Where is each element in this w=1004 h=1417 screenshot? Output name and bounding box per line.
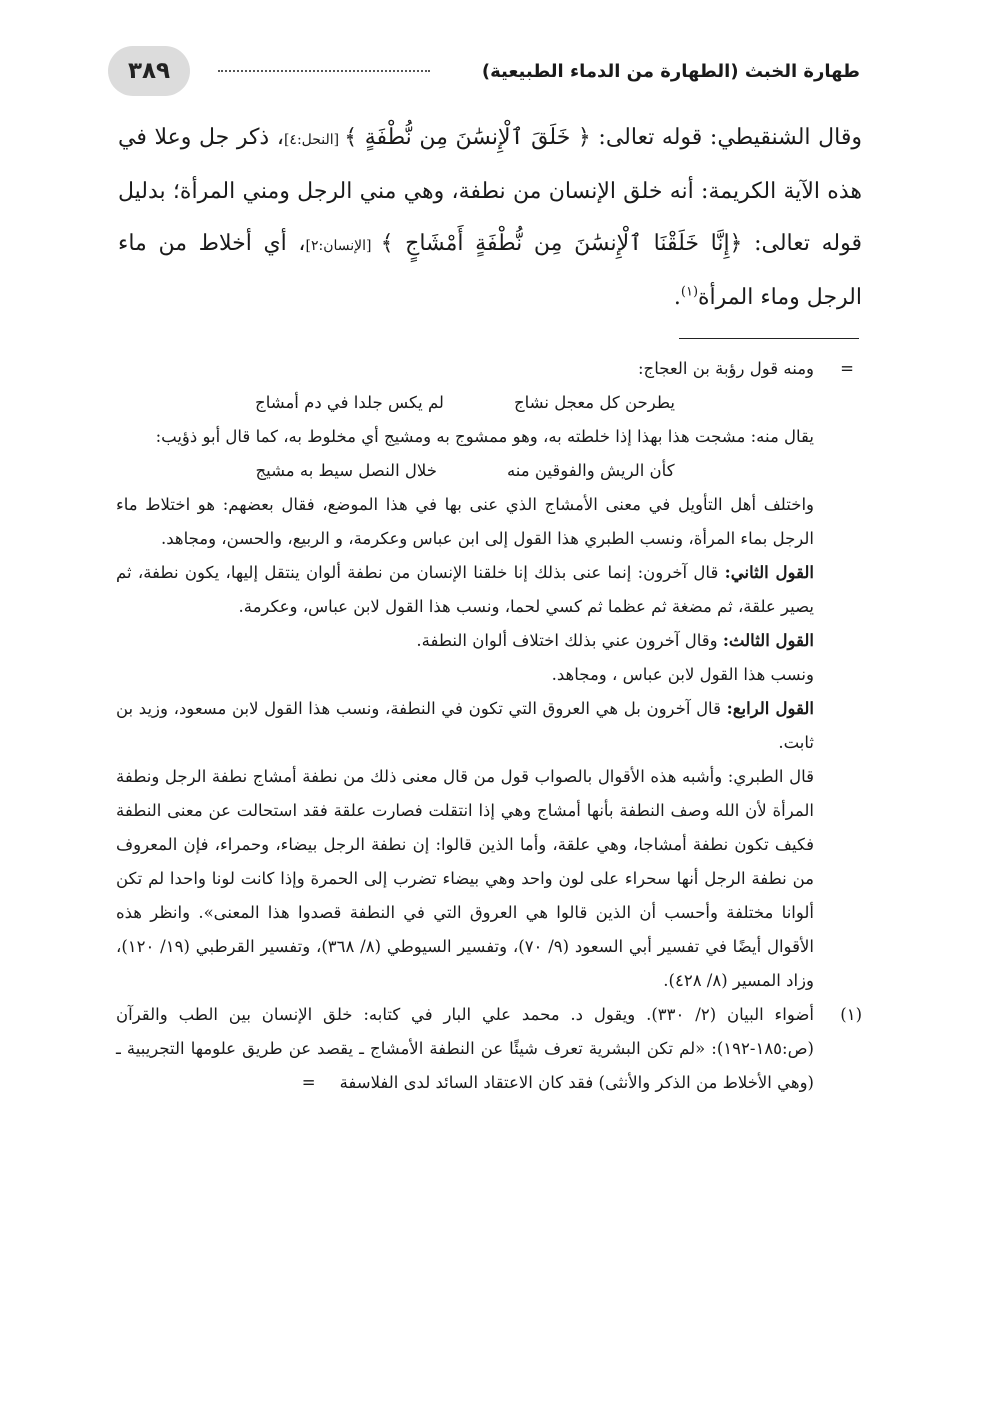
after-verse-1-text: ، ذكر جل وعلا في هذه الآية الكريمة: أنه خلق الإنسان من نطفة، وهي مني الرجل ومني المرأة؛ بدليل قوله تعالى:	[118, 125, 862, 256]
poem-line-2	[116, 454, 862, 488]
page-header	[108, 46, 860, 96]
continuation-mark: =	[840, 359, 854, 378]
page-number-badge	[108, 46, 190, 96]
poem-1-hemistich-a: يطرحن كل معجل نشاج	[513, 393, 675, 412]
quran-verse-1: ﴿ خَلَقَ ٱلْإِنسَٰنَ مِن نُّطْفَةٍ ﴾	[344, 125, 591, 150]
opinion-2	[116, 556, 862, 624]
footnote-1	[116, 998, 862, 1100]
poem-2-hemistich-a: كأن الريش والفوقين منه	[506, 461, 675, 480]
opinion-3-text: وقال آخرون عني بذلك اختلاف ألوان النطفة.	[416, 631, 723, 650]
main-paragraph	[118, 112, 862, 324]
opinion-4-label: القول الرابع:	[726, 699, 815, 718]
poem-line-1	[116, 386, 862, 420]
footnote-1-continues-mark: =	[301, 1073, 316, 1092]
footnote-1-text: أضواء البيان (٢/ ٣٣٠). ويقول د. محمد علي البار في كتابه: خلق الإنسان بين الطب والقرآن (ص:١٨٥-١٩٢): «لم تكن البشرية تعرف شيئًا عن النطفة الأمشاج ـ يقصد عن طريق علومها التجريبية ـ (وهي الأخلاط من الذكر والأنثى) فقد كان الاعتقاد السائد لدى الفلاسفة	[116, 1005, 814, 1092]
opinion-4-text: قال آخرون بل هي العروق التي تكون في النطفة، ونسب هذا القول لابن مسعود، وزيد بن ثابت.	[116, 699, 814, 752]
footnote-1-number: (١)	[840, 1005, 862, 1024]
running-title	[482, 56, 860, 86]
opinion-2-text: قال آخرون: إنما عنى بذلك إنا خلقنا الإنسان من نطفة ألوان ينتقل إليها، يكون نطفة، ثم يصير علقة، ثم مضغة ثم عظما ثم كسي لحما، ونسب هذا القول لابن عباس، وعكرمة.	[116, 563, 814, 616]
opinion-4	[116, 692, 862, 760]
paragraph-end: .	[673, 285, 681, 310]
footnote-paragraph: يقال منه: مشجت هذا بهذا إذا خلطته به، وهو ممشوج به ومشيج أي مخلوط به، كما قال أبو ذؤيب:	[155, 427, 814, 446]
footnote-separator	[679, 338, 859, 339]
opinion-3	[116, 624, 862, 658]
poem-2-hemistich-b: خلال النصل سيط به مشيج	[255, 461, 437, 480]
footnote-marker[interactable]: (١)	[680, 284, 699, 300]
footnotes-section	[116, 352, 862, 1100]
verse-2-reference: [الإنسان:٢]	[305, 238, 381, 254]
footnote-continuation-line	[116, 352, 862, 386]
after-verse-2-text: ، أي أخلاط من ماء الرجل وماء المرأة	[118, 231, 862, 310]
opinion-2-label: القول الثاني:	[724, 563, 814, 582]
footnote-paragraph: ونسب هذا القول لابن عباس ، ومجاهد.	[551, 665, 814, 684]
page-number: ٣٨٩	[127, 58, 171, 84]
tabari-paragraph: قال الطبري: وأشبه هذه الأقوال بالصواب قول من قال معنى ذلك من نطفة أمشاج نطفة الرجل ونطفة المرأة لأن الله وصف النطفة بأنها أمشاج وهي إذا انتقلت فصارت علقة فقد استحالت عن معنى النطفة فكيف تكون نطفة أمشاجا، وهي علقة، وأما الذين قالوا: إن نطفة الرجل بيضاء، وحمراء، فإن المعروف من نطفة الرجل أنها سحراء على لون واحد وهي بيضاء تضرب إلى الحمرة وإذا كانت لونا واحدا لم تكن ألوانا مختلفة وأحسب أن الذين قالوا هي العروق التي في النطفة قصدوا هذا المعنى». وانظر هذه الأقوال أيضًا في تفسير أبي السعود (٩/ ٧٠)، وتفسير السيوطي (٨/ ٣٦٨)، وتفسير القرطبي (١٩/ ١٢٠)، وزاد المسير (٨/ ٤٢٨).	[116, 767, 814, 990]
header-dot-leader-left	[218, 70, 430, 72]
quran-verse-2: ﴿إِنَّا خَلَقْنَا ٱلْإِنسَٰنَ مِن نُّطْفَةٍ أَمْشَاجٍ ﴾	[380, 231, 743, 256]
verse-1-reference: [النحل:٤]	[283, 132, 345, 148]
rubah-intro: ومنه قول رؤبة بن العجاج:	[638, 359, 814, 378]
footnote-paragraph: واختلف أهل التأويل في معنى الأمشاج الذي عنى بها في هذا الموضع، فقال بعضهم: هو اختلاط ماء الرجل بماء المرأة، ونسب الطبري هذا القول إلى ابن عباس وعكرمة، و الربيع، والحسن، ومجاهد.	[116, 495, 814, 548]
intro-text: وقال الشنقيطي: قوله تعالى:	[590, 125, 862, 150]
poem-1-hemistich-b: لم يكس جلدا في دم أمشاج	[255, 393, 444, 412]
main-body	[118, 112, 862, 324]
running-title-text: طهارة الخبث (الطهارة من الدماء الطبيعية)	[481, 60, 860, 82]
opinion-3-label: القول الثالث:	[722, 631, 814, 650]
